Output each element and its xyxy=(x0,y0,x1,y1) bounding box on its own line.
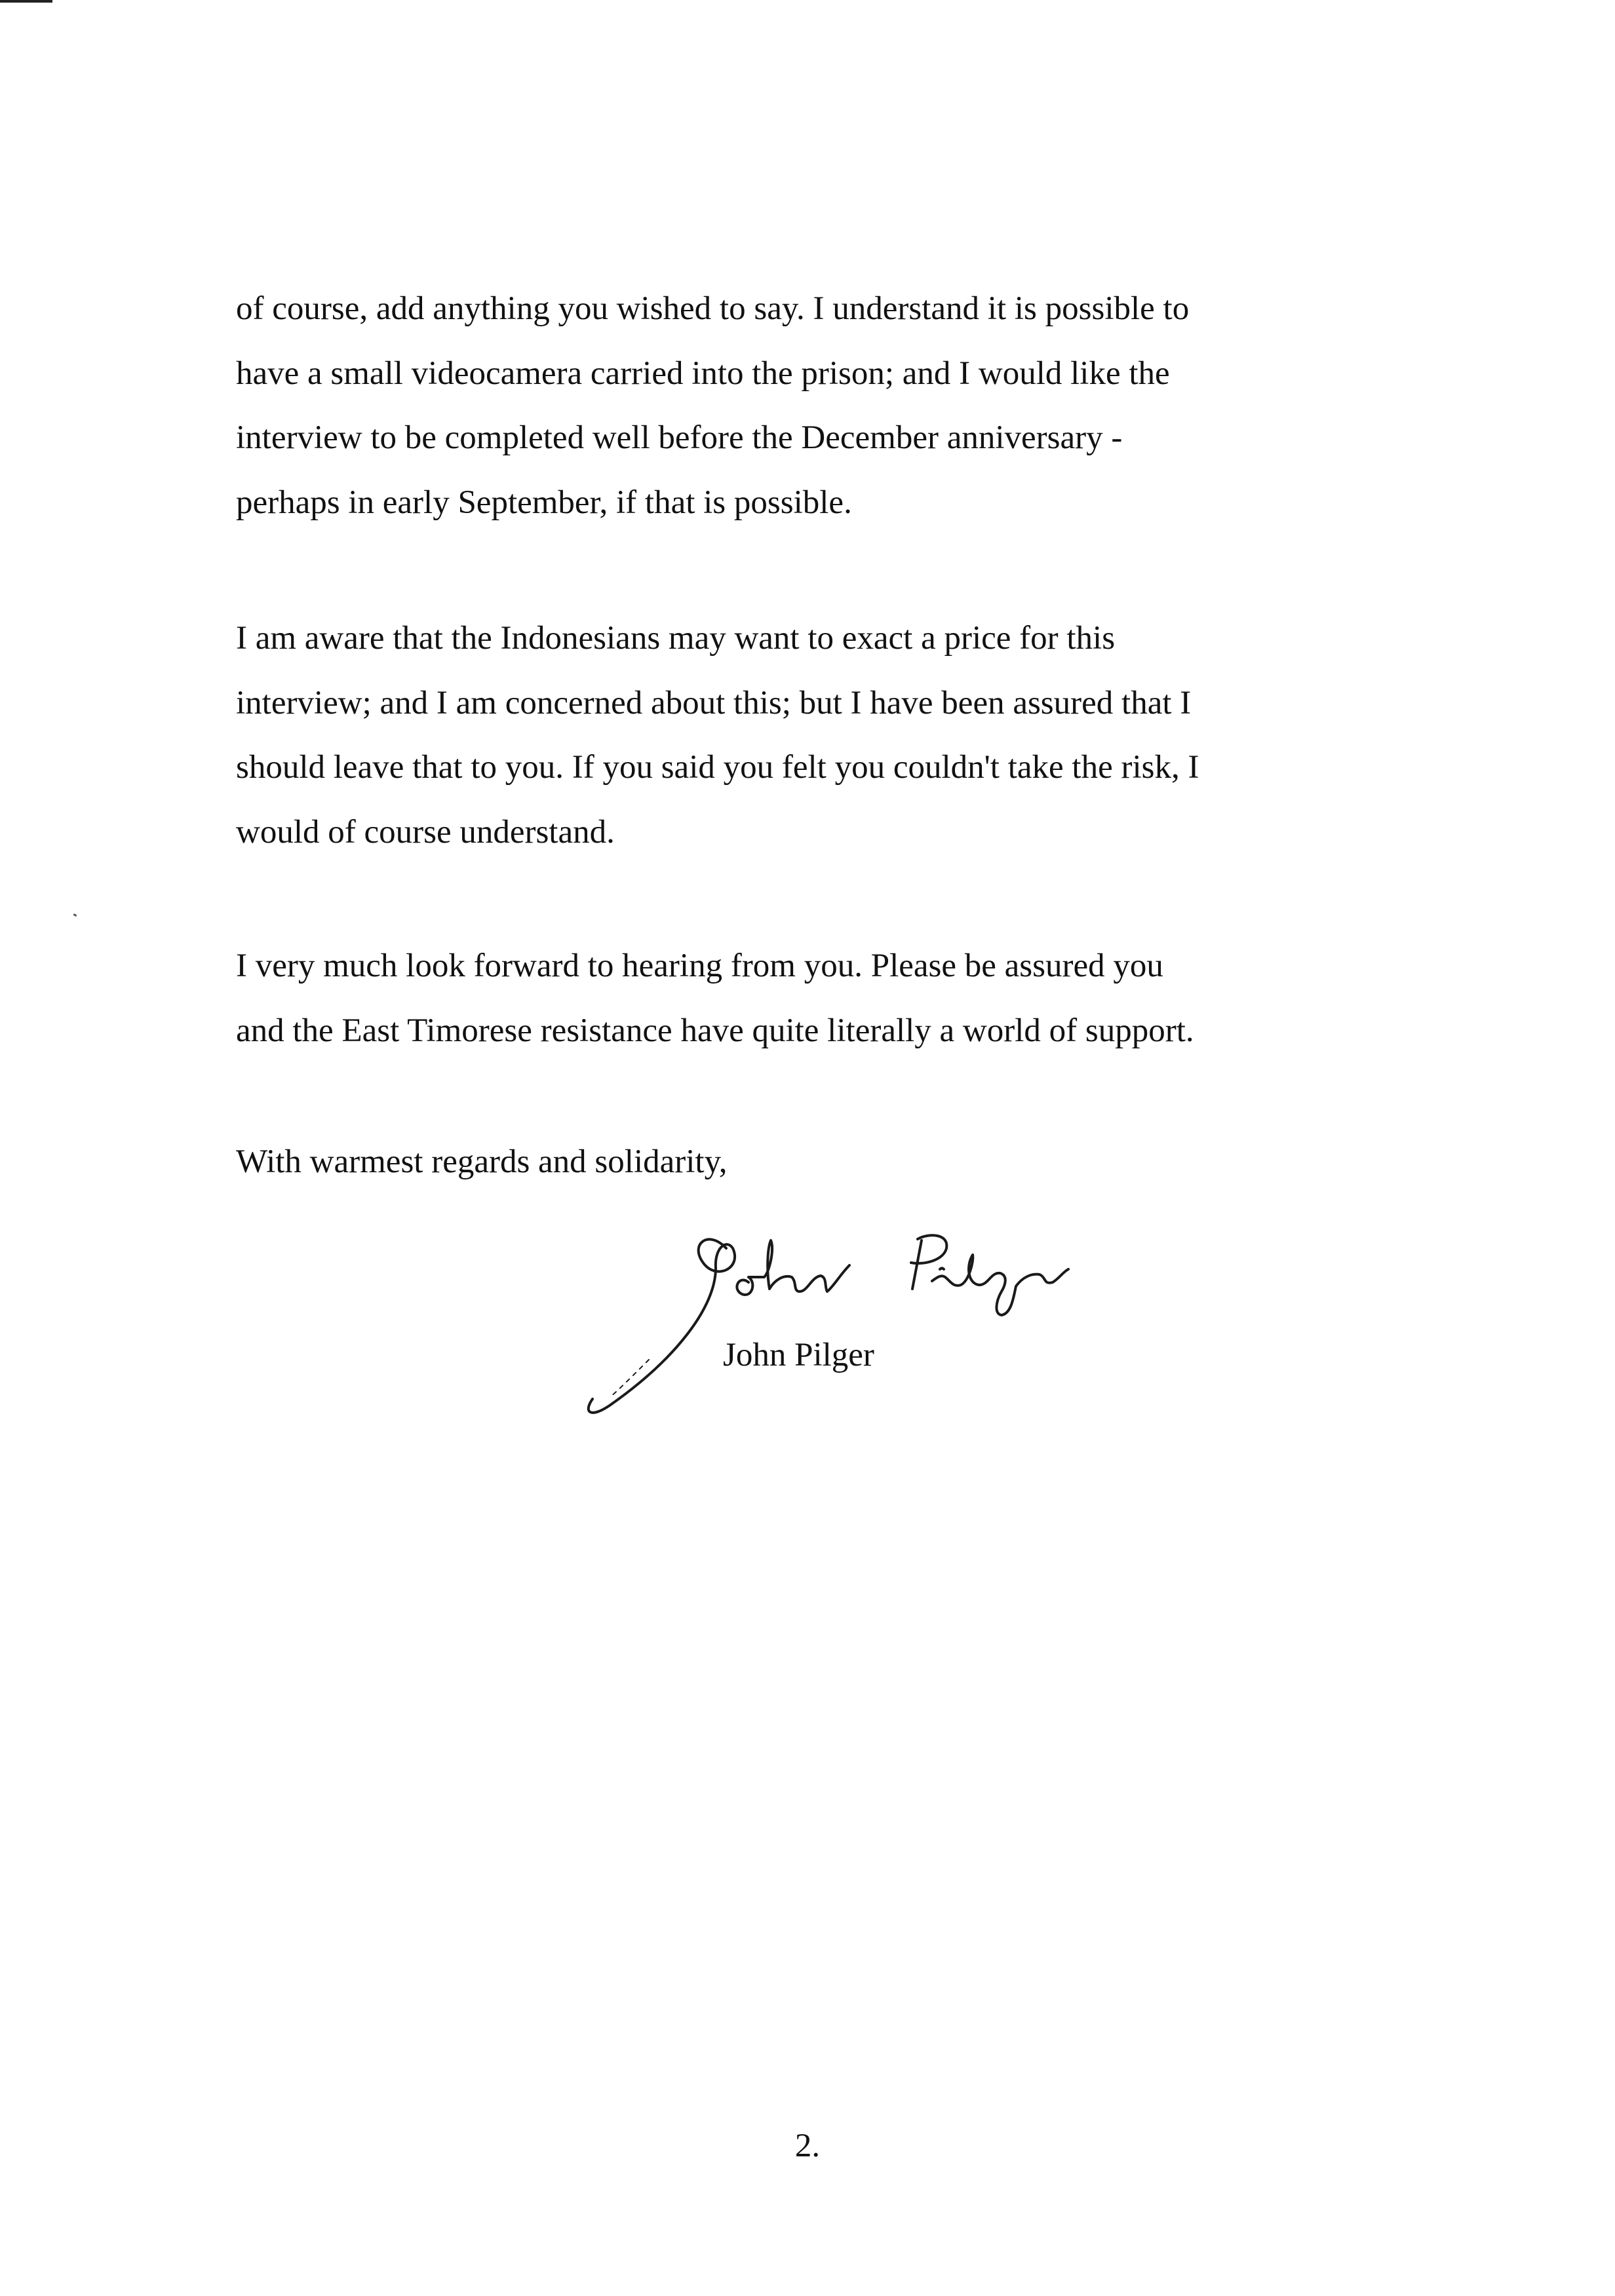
text-line: would of course understand. xyxy=(236,813,615,851)
text-line: perhaps in early September, if that is possible. xyxy=(236,484,852,521)
text-line: I very much look forward to hearing from you. Please be assured you xyxy=(236,947,1163,984)
text-line: should leave that to you. If you said you felt you couldn't take the risk, I xyxy=(236,749,1199,786)
text-line: of course, add anything you wished to say. I understand it is possible to xyxy=(236,290,1190,327)
closing-text: With warmest regards and solidarity, xyxy=(236,1143,728,1180)
handwritten-signature xyxy=(570,1209,1121,1425)
text-line: interview; and I am concerned about this; but I have been assured that I xyxy=(236,684,1192,721)
scan-edge-mark xyxy=(0,0,52,3)
body-paragraph-1 xyxy=(236,277,1442,535)
text-line: interview to be completed well before the December anniversary - xyxy=(236,419,1123,456)
text-line: and the East Timorese resistance have quite literally a world of support. xyxy=(236,1012,1194,1049)
signatory-name: John Pilger xyxy=(723,1337,874,1373)
body-paragraph-3 xyxy=(236,934,1442,1063)
closing-line xyxy=(236,1130,1442,1195)
body-paragraph-2 xyxy=(236,606,1442,864)
text-line: have a small videocamera carried into the prison; and I would like the xyxy=(236,354,1170,392)
page-number: 2. xyxy=(794,2128,821,2164)
scan-speck xyxy=(73,913,77,917)
text-line: I am aware that the Indonesians may want to exact a price for this xyxy=(236,620,1116,657)
